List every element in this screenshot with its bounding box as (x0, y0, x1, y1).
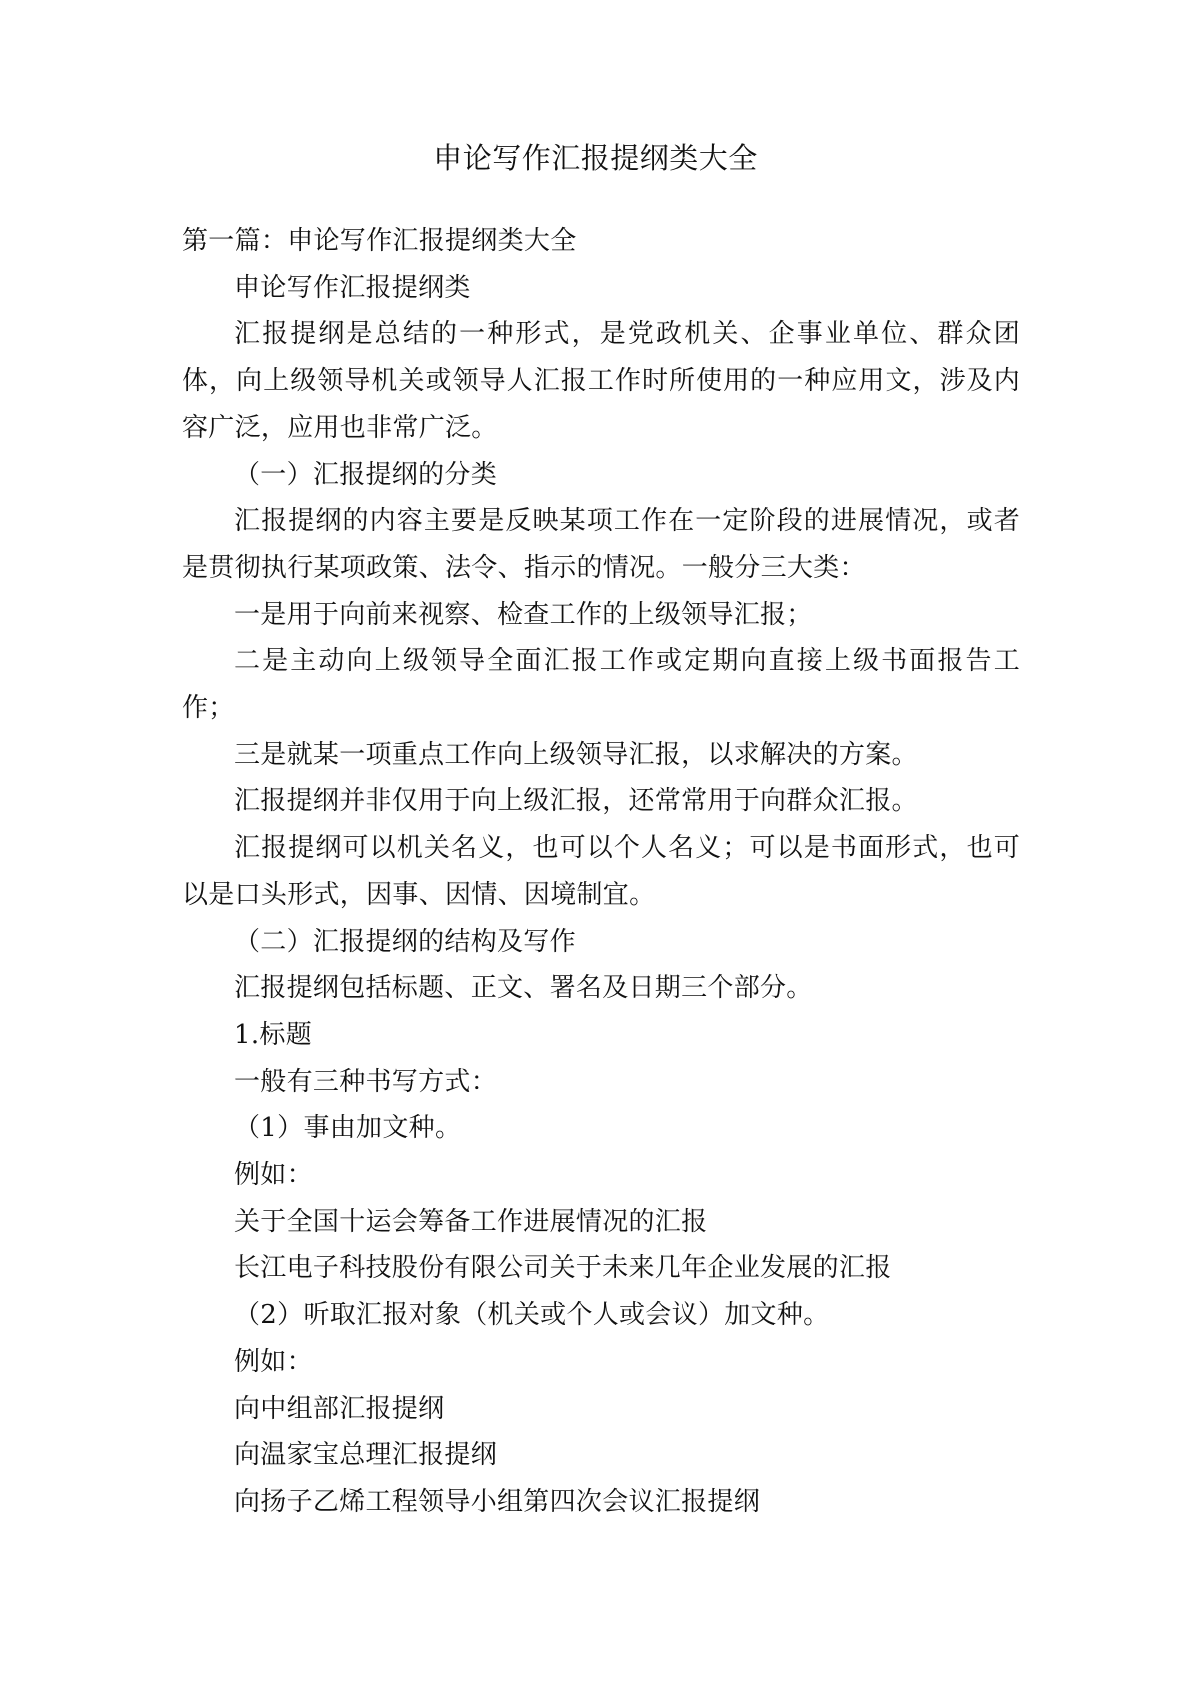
document-title: 申论写作汇报提纲类大全 (433, 141, 758, 175)
body-paragraph: 汇报提纲包括标题、正文、署名及日期三个部分。 (234, 973, 813, 1004)
body-paragraph: 汇报提纲的内容主要是反映某项工作在一定阶段的进展情况，或者是贯彻执行某项政策、法令、指示的情况。一般分三大类： (182, 506, 1020, 583)
body-paragraph: 例如： (234, 1160, 313, 1191)
body-paragraph: 一般有三种书写方式： (234, 1066, 498, 1097)
body-paragraph: 汇报提纲可以机关名义，也可以个人名义；可以是书面形式，也可以是口头形式，因事、因情、因境制宜。 (182, 833, 1020, 910)
document-body (182, 218, 1020, 1526)
body-paragraph: 关于全国十运会筹备工作进展情况的汇报 (234, 1206, 708, 1237)
body-paragraph: 申论写作汇报提纲类 (234, 272, 471, 303)
body-paragraph: 1.标题 (234, 1019, 313, 1050)
body-paragraph: 例如： (234, 1346, 313, 1377)
body-paragraph: 长江电子科技股份有限公司关于未来几年企业发展的汇报 (234, 1253, 892, 1284)
body-paragraph: 三是就某一项重点工作向上级领导汇报，以求解决的方案。 (234, 739, 918, 770)
body-paragraph: （二）汇报提纲的结构及写作 (234, 926, 576, 957)
body-paragraph: （2）听取汇报对象（机关或个人或会议）加文种。 (234, 1300, 830, 1331)
body-paragraph: 向中组部汇报提纲 (234, 1393, 445, 1424)
body-paragraph: 向温家宝总理汇报提纲 (234, 1440, 498, 1471)
body-paragraph: 向扬子乙烯工程领导小组第四次会议汇报提纲 (234, 1486, 761, 1517)
body-paragraph: （1）事由加文种。 (234, 1113, 462, 1144)
body-paragraph: 第一篇：申论写作汇报提纲类大全 (182, 226, 577, 256)
body-paragraph: （一）汇报提纲的分类 (234, 459, 498, 490)
body-paragraph: 汇报提纲是总结的一种形式，是党政机关、企事业单位、群众团体，向上级领导机关或领导人汇报工作时所使用的一种应用文，涉及内容广泛，应用也非常广泛。 (182, 319, 1020, 443)
body-paragraph: 二是主动向上级领导全面汇报工作或定期向直接上级书面报告工作； (182, 646, 1020, 724)
body-paragraph: 汇报提纲并非仅用于向上级汇报，还常常用于向群众汇报。 (234, 786, 918, 817)
body-paragraph: 一是用于向前来视察、检查工作的上级领导汇报； (234, 599, 813, 630)
